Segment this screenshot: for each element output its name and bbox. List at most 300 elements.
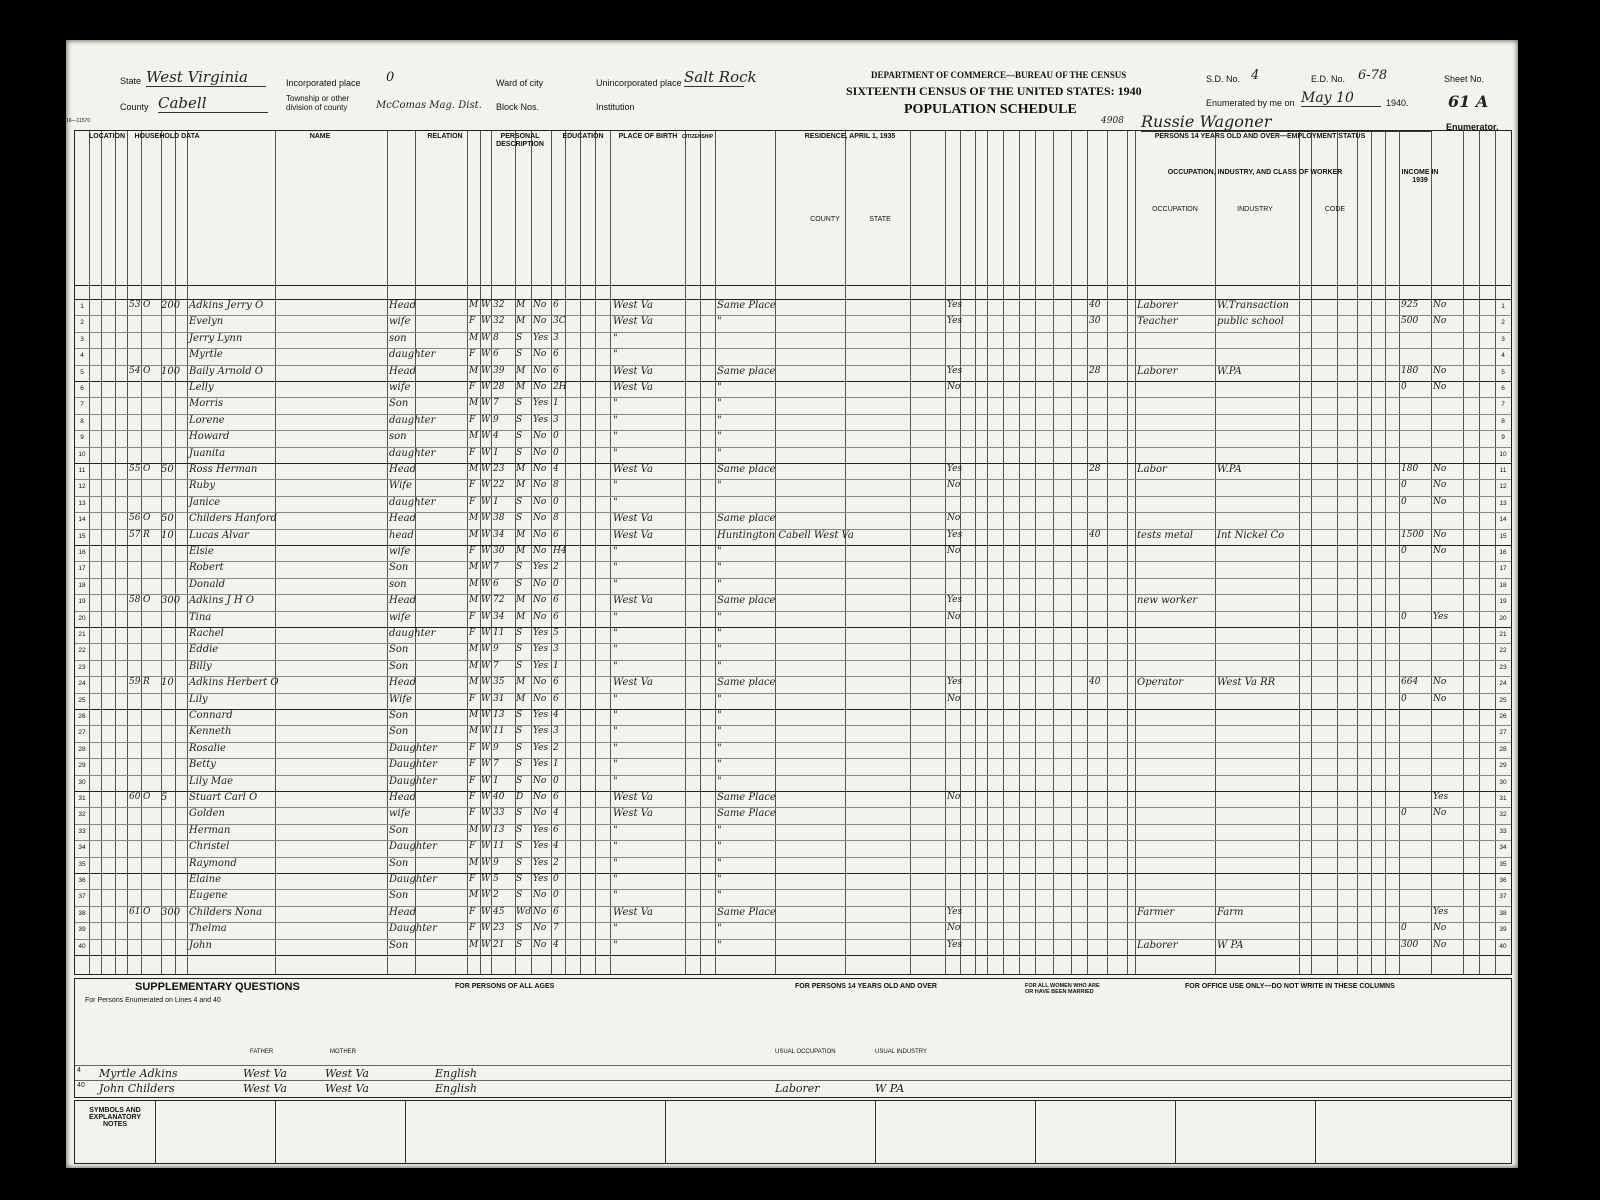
cell-house: 61 [129,906,141,917]
cell-n: 19 [78,598,86,606]
cell-rel: Head [389,300,417,311]
cell-res: " [717,546,722,557]
cell-own: O [143,906,151,917]
cell-mar: M [516,480,526,491]
state-label: State [120,76,142,86]
cell-name: Connard [189,710,233,721]
code-col: CODE [1324,206,1346,213]
cell-name: Lucas Alvar [189,529,249,541]
township-value: McComas Mag. Dist. [376,100,482,111]
cell-age: 1 [493,447,499,458]
cell-res: " [717,660,722,672]
cell-name: Betty [189,759,216,771]
cell-sch: No [533,464,547,474]
cell-res: " [717,939,722,951]
cell-sex: M [469,660,479,671]
cell-birth: West Va [613,300,653,311]
cell-sch: No [533,775,547,786]
cell-name: John [189,939,212,951]
cell-age: 4 [493,431,499,442]
cell-n: 10 [78,450,86,458]
supp-cell-lang: English [435,1082,477,1095]
cell-rel: Son [389,644,409,656]
cell-birth: " [613,578,618,590]
cell-res: Same Place [717,906,776,918]
cell-mar: M [516,546,526,556]
cell-house: 58 [129,595,141,606]
enumerator-label: Enumerator. [1446,122,1499,132]
cell-race: W [481,316,491,327]
cell-hrs: 40 [1089,677,1101,688]
cell-val: 5 [161,792,168,803]
cell-age: 32 [493,300,505,310]
cell-work: Yes [947,906,963,917]
cell-race: W [481,382,491,392]
cell-sch: No [533,890,547,901]
supp-usual-occ-label: USUAL OCCUPATION [775,1049,836,1055]
cell-name: Lorene [189,414,225,426]
cell-res: " [717,759,722,771]
cell-name: Morris [189,398,224,410]
cell-house: 55 [129,464,141,474]
cell-res: " [717,874,722,885]
residence-state-col: STATE [869,216,891,223]
cell-grade: 5 [553,628,559,638]
cell-sex: F [469,923,476,934]
line-number-right: 28 [1499,745,1507,753]
cell-race: W [481,874,491,884]
ed-label: E.D. No. [1311,74,1346,84]
cell-sch: No [533,546,547,556]
cell-rel: daughter [389,628,436,639]
cell-birth: " [613,939,618,951]
cell-n: 26 [78,713,86,720]
supp-cell-ind: W PA [875,1082,905,1095]
cell-work: Yes [947,365,963,376]
cell-oth: No [1433,529,1447,540]
cell-grade: 3 [553,414,559,425]
row-rule [75,955,1511,956]
cell-sex: F [469,742,476,753]
table-row [75,315,1511,331]
cell-sex: F [469,496,476,507]
cell-n: 25 [78,696,86,704]
cell-ind: W PA [1217,939,1244,951]
supp-cell-father: West Va [243,1082,287,1095]
table-row [75,840,1511,856]
line-number-right: 38 [1499,909,1507,917]
supp-all-ages: FOR PERSONS OF ALL AGES [455,983,555,990]
cell-rel: Head [389,464,417,475]
cell-n: 14 [78,516,86,524]
cell-mar: M [516,529,526,540]
cell-age: 6 [493,578,499,589]
cell-work: No [947,480,961,491]
cell-race: W [481,693,491,704]
cell-rel: wife [389,611,411,623]
cell-rel: head [389,529,414,541]
cell-name: Herman [189,824,231,836]
supp-row [75,1080,1511,1096]
cell-work: Yes [947,529,963,540]
cell-rel: Son [389,562,409,574]
cell-hrs: 28 [1089,464,1101,474]
cell-name: Lily Mae [189,775,233,787]
cell-mar: M [516,316,526,327]
cell-val: 50 [161,513,174,525]
cell-work: Yes [947,316,963,327]
line-number-right: 9 [1501,434,1505,442]
cell-name: Rachel [189,628,224,639]
cell-name: Childers Hanford [189,513,277,525]
township-label: Township or other division of county [286,94,350,112]
cell-sch: No [533,693,547,704]
cell-birth: " [613,611,618,623]
cell-rel: daughter [389,349,436,361]
cell-race: W [481,923,491,934]
table-row [75,397,1511,413]
cell-hrs: 28 [1089,365,1101,376]
section-employment: PERSONS 14 YEARS OLD AND OVER—EMPLOYMENT STATUS [1154,133,1366,140]
cell-sch: No [533,906,547,917]
cell-rel: wife [389,546,411,557]
cell-name: Janice [189,496,221,508]
cell-occ: Laborer [1137,300,1178,311]
cell-race: W [481,431,491,442]
cell-mar: S [516,513,523,524]
line-number-right: 31 [1499,795,1507,802]
line-number-right: 13 [1499,499,1507,507]
cell-mar: S [516,939,523,950]
cell-n: 20 [78,614,86,622]
line-number-right: 37 [1499,893,1507,901]
cell-birth: " [613,759,618,771]
cell-n: 1 [80,303,84,310]
cell-own: O [143,365,151,376]
cell-own: O [143,300,151,310]
cell-sex: M [469,562,479,573]
cell-sex: F [469,808,476,819]
cell-sch: No [533,529,547,540]
cell-birth: " [613,431,618,443]
table-row [75,578,1511,594]
cell-name: Howard [189,431,230,443]
line-number-right: 32 [1499,811,1507,819]
table-row [75,365,1511,381]
cell-mar: S [516,824,523,835]
cell-n: 38 [78,909,86,917]
cell-sex: M [469,578,479,589]
cell-race: W [481,726,491,737]
occupation-col: OCCUPATION [1152,206,1198,213]
cell-age: 9 [493,857,499,868]
cell-birth: " [613,857,618,869]
cell-inc: 0 [1401,693,1407,704]
cell-sex: F [469,906,476,917]
table-row [75,611,1511,627]
cell-work: Yes [947,595,963,606]
table-row [75,676,1511,692]
cell-name: Thelma [189,923,227,935]
cell-name: Donald [189,578,226,590]
cell-age: 72 [493,595,505,606]
cell-res: " [717,857,722,869]
cell-rel: daughter [389,496,436,508]
cell-n: 37 [78,893,86,901]
cell-ind: public school [1217,316,1284,328]
ed-value: 6-78 [1358,68,1388,83]
cell-work: No [947,513,961,524]
cell-n: 31 [78,795,86,802]
cell-birth: " [613,890,618,902]
line-number-right: 2 [1501,319,1505,327]
cell-age: 13 [493,824,505,835]
cell-inc: 0 [1401,923,1407,934]
cell-val: 300 [161,595,181,607]
cell-mar: S [516,349,523,360]
ward-label: Ward of city [496,78,544,88]
cell-grade: 3 [553,726,559,737]
supp-title: SUPPLEMENTARY QUESTIONS [135,981,300,993]
schedule-title: POPULATION SCHEDULE [904,102,1077,117]
cell-sch: No [533,480,547,491]
cell-res: " [717,644,722,656]
cell-age: 9 [493,414,499,425]
cell-age: 7 [493,759,499,770]
supp-cell-mother: West Va [325,1067,369,1080]
cell-res: " [717,710,722,721]
cell-race: W [481,529,491,540]
cell-sex: F [469,693,476,704]
cell-res: " [717,628,722,639]
cell-birth: " [613,841,618,853]
cell-race: W [481,546,491,556]
cell-name: Christel [189,841,230,853]
cell-res: Same Place [717,792,776,803]
cell-oth: No [1433,939,1447,950]
line-number-right: 35 [1499,860,1507,868]
cell-grade: 3 [553,644,559,655]
cell-res: " [717,693,722,705]
cell-res: Same Place [717,300,776,311]
cell-n: 8 [80,417,84,425]
cell-oth: Yes [1433,906,1449,917]
sheet-label: Sheet No. [1444,74,1485,84]
cell-grade: 6 [553,529,559,540]
line-number-right: 27 [1499,729,1507,737]
cell-work: No [947,693,961,704]
line-number-right: 16 [1499,549,1507,556]
census-title: SIXTEENTH CENSUS OF THE UNITED STATES: 1940 [846,84,1142,98]
enumerated-label: Enumerated by me on [1206,98,1295,108]
cell-oth: No [1433,693,1447,704]
supp-cell-father: West Va [243,1067,287,1080]
cell-grade: 1 [553,759,559,770]
cell-n: 22 [78,647,86,655]
cell-house: 59 [129,677,141,688]
table-row [75,824,1511,840]
cell-race: W [481,939,491,950]
line-number-right: 3 [1501,335,1505,343]
table-row [75,758,1511,774]
cell-grade: 6 [553,906,559,917]
cell-sch: No [533,595,547,606]
cell-n: 18 [78,581,86,589]
cell-sch: Yes [533,660,549,671]
cell-ind: W.PA [1217,464,1242,475]
cell-birth: " [613,414,618,426]
cell-n: 16 [78,549,86,556]
line-number-right: 12 [1499,483,1507,491]
cell-age: 31 [493,693,505,704]
cell-rel: Son [389,660,409,672]
unincorporated-label: Unincorporated place [596,78,682,88]
cell-mar: S [516,742,523,753]
cell-mar: S [516,431,523,442]
cell-sch: No [533,300,547,310]
cell-birth: " [613,480,618,492]
cell-sex: M [469,464,479,474]
cell-birth: West Va [613,365,653,377]
cell-birth: West Va [613,595,653,607]
cell-grade: 4 [553,710,559,720]
cell-grade: 6 [553,349,559,360]
cell-race: W [481,562,491,573]
cell-oth: Yes [1433,611,1449,622]
cell-mar: S [516,775,523,786]
section-birth: PLACE OF BIRTH [618,133,678,140]
department-title: DEPARTMENT OF COMMERCE—BUREAU OF THE CENSUS [871,70,1127,80]
incorporated-label: Incorporated place [286,78,361,88]
cell-oth: No [1433,808,1447,819]
cell-sex: M [469,939,479,950]
section-location: LOCATION [89,133,126,140]
cell-race: W [481,742,491,753]
cell-work: Yes [947,677,963,688]
cell-race: W [481,660,491,671]
line-number-right: 39 [1499,926,1507,934]
cell-birth: West Va [613,529,653,541]
cell-birth: " [613,546,618,557]
cell-n: 27 [78,729,86,737]
cell-mar: D [516,792,524,802]
table-row [75,889,1511,905]
cell-rel: Daughter [389,775,437,787]
cell-sex: F [469,349,476,360]
cell-name: Kenneth [189,726,232,738]
cell-n: 36 [78,877,86,884]
cell-work: No [947,923,961,934]
section-household: HOUSEHOLD DATA [134,133,200,140]
cell-mar: S [516,808,523,819]
cell-sex: M [469,332,479,343]
cell-occ: Labor [1137,464,1167,475]
cell-name: Raymond [189,857,237,869]
cell-sch: Yes [533,710,549,720]
cell-name: Adkins J H O [189,595,254,607]
table-row [75,922,1511,938]
explanatory-notes [74,1100,1512,1164]
cell-age: 11 [493,841,505,852]
cell-birth: " [613,660,618,672]
cell-res: Same place [717,513,776,525]
cell-sch: No [533,431,547,442]
cell-mar: S [516,841,523,852]
cell-age: 23 [493,923,505,934]
cell-hrs: 30 [1089,316,1101,327]
cell-rel: Daughter [389,923,437,935]
cell-sch: No [533,496,547,507]
cell-n: 23 [78,663,86,671]
cell-mar: M [516,382,526,392]
line-number-right: 20 [1499,614,1507,622]
cell-mar: S [516,628,523,638]
cell-grade: 7 [553,923,559,934]
cell-grade: 8 [553,513,559,524]
cell-mar: S [516,414,523,425]
line-number-right: 17 [1499,565,1507,573]
cell-n: 4 [80,352,84,360]
cell-mar: M [516,464,526,474]
cell-birth: West Va [613,464,653,475]
cell-rel: wife [389,382,411,393]
cell-own: R [143,677,150,688]
table-row [75,594,1511,610]
cell-mar: S [516,890,523,901]
cell-sex: F [469,447,476,458]
cell-inc: 500 [1401,316,1419,327]
cell-name: Robert [189,562,224,574]
cell-sch: Yes [533,874,549,884]
cell-house: 53 [129,300,141,310]
cell-name: Baily Arnold O [189,365,263,377]
cell-birth: " [613,693,618,705]
cell-own: O [143,513,151,524]
cell-sex: M [469,710,479,720]
cell-grade: 6 [553,365,559,376]
cell-n: 12 [78,483,86,491]
cell-n: 6 [80,385,84,392]
cell-oth: No [1433,546,1447,556]
cell-occ: tests metal [1137,529,1193,541]
enumerator-name: Russie Wagoner [1141,112,1431,132]
cell-work: No [947,382,961,392]
cell-sex: M [469,513,479,524]
table-row [75,939,1511,955]
cell-birth: " [613,726,618,738]
cell-grade: 0 [553,496,559,507]
cell-sch: No [533,365,547,376]
cell-val: 10 [161,677,174,689]
section-relation: RELATION [427,133,463,140]
cell-work: No [947,792,961,802]
cell-rel: son [389,578,407,590]
cell-ind: W.PA [1217,365,1242,377]
supp-over14: FOR PERSONS 14 YEARS OLD AND OVER [795,983,937,990]
cell-sex: M [469,726,479,737]
cell-sex: M [469,857,479,868]
section-income: INCOME IN 1939 [1401,169,1439,184]
cell-sex: M [469,677,479,688]
cell-race: W [481,611,491,622]
table-row [75,807,1511,823]
cell-birth: West Va [613,382,653,393]
cell-rel: son [389,431,407,443]
cell-n: 9 [80,434,84,442]
cell-res: " [717,447,722,459]
county-value: Cabell [158,94,268,113]
table-row [75,299,1511,315]
